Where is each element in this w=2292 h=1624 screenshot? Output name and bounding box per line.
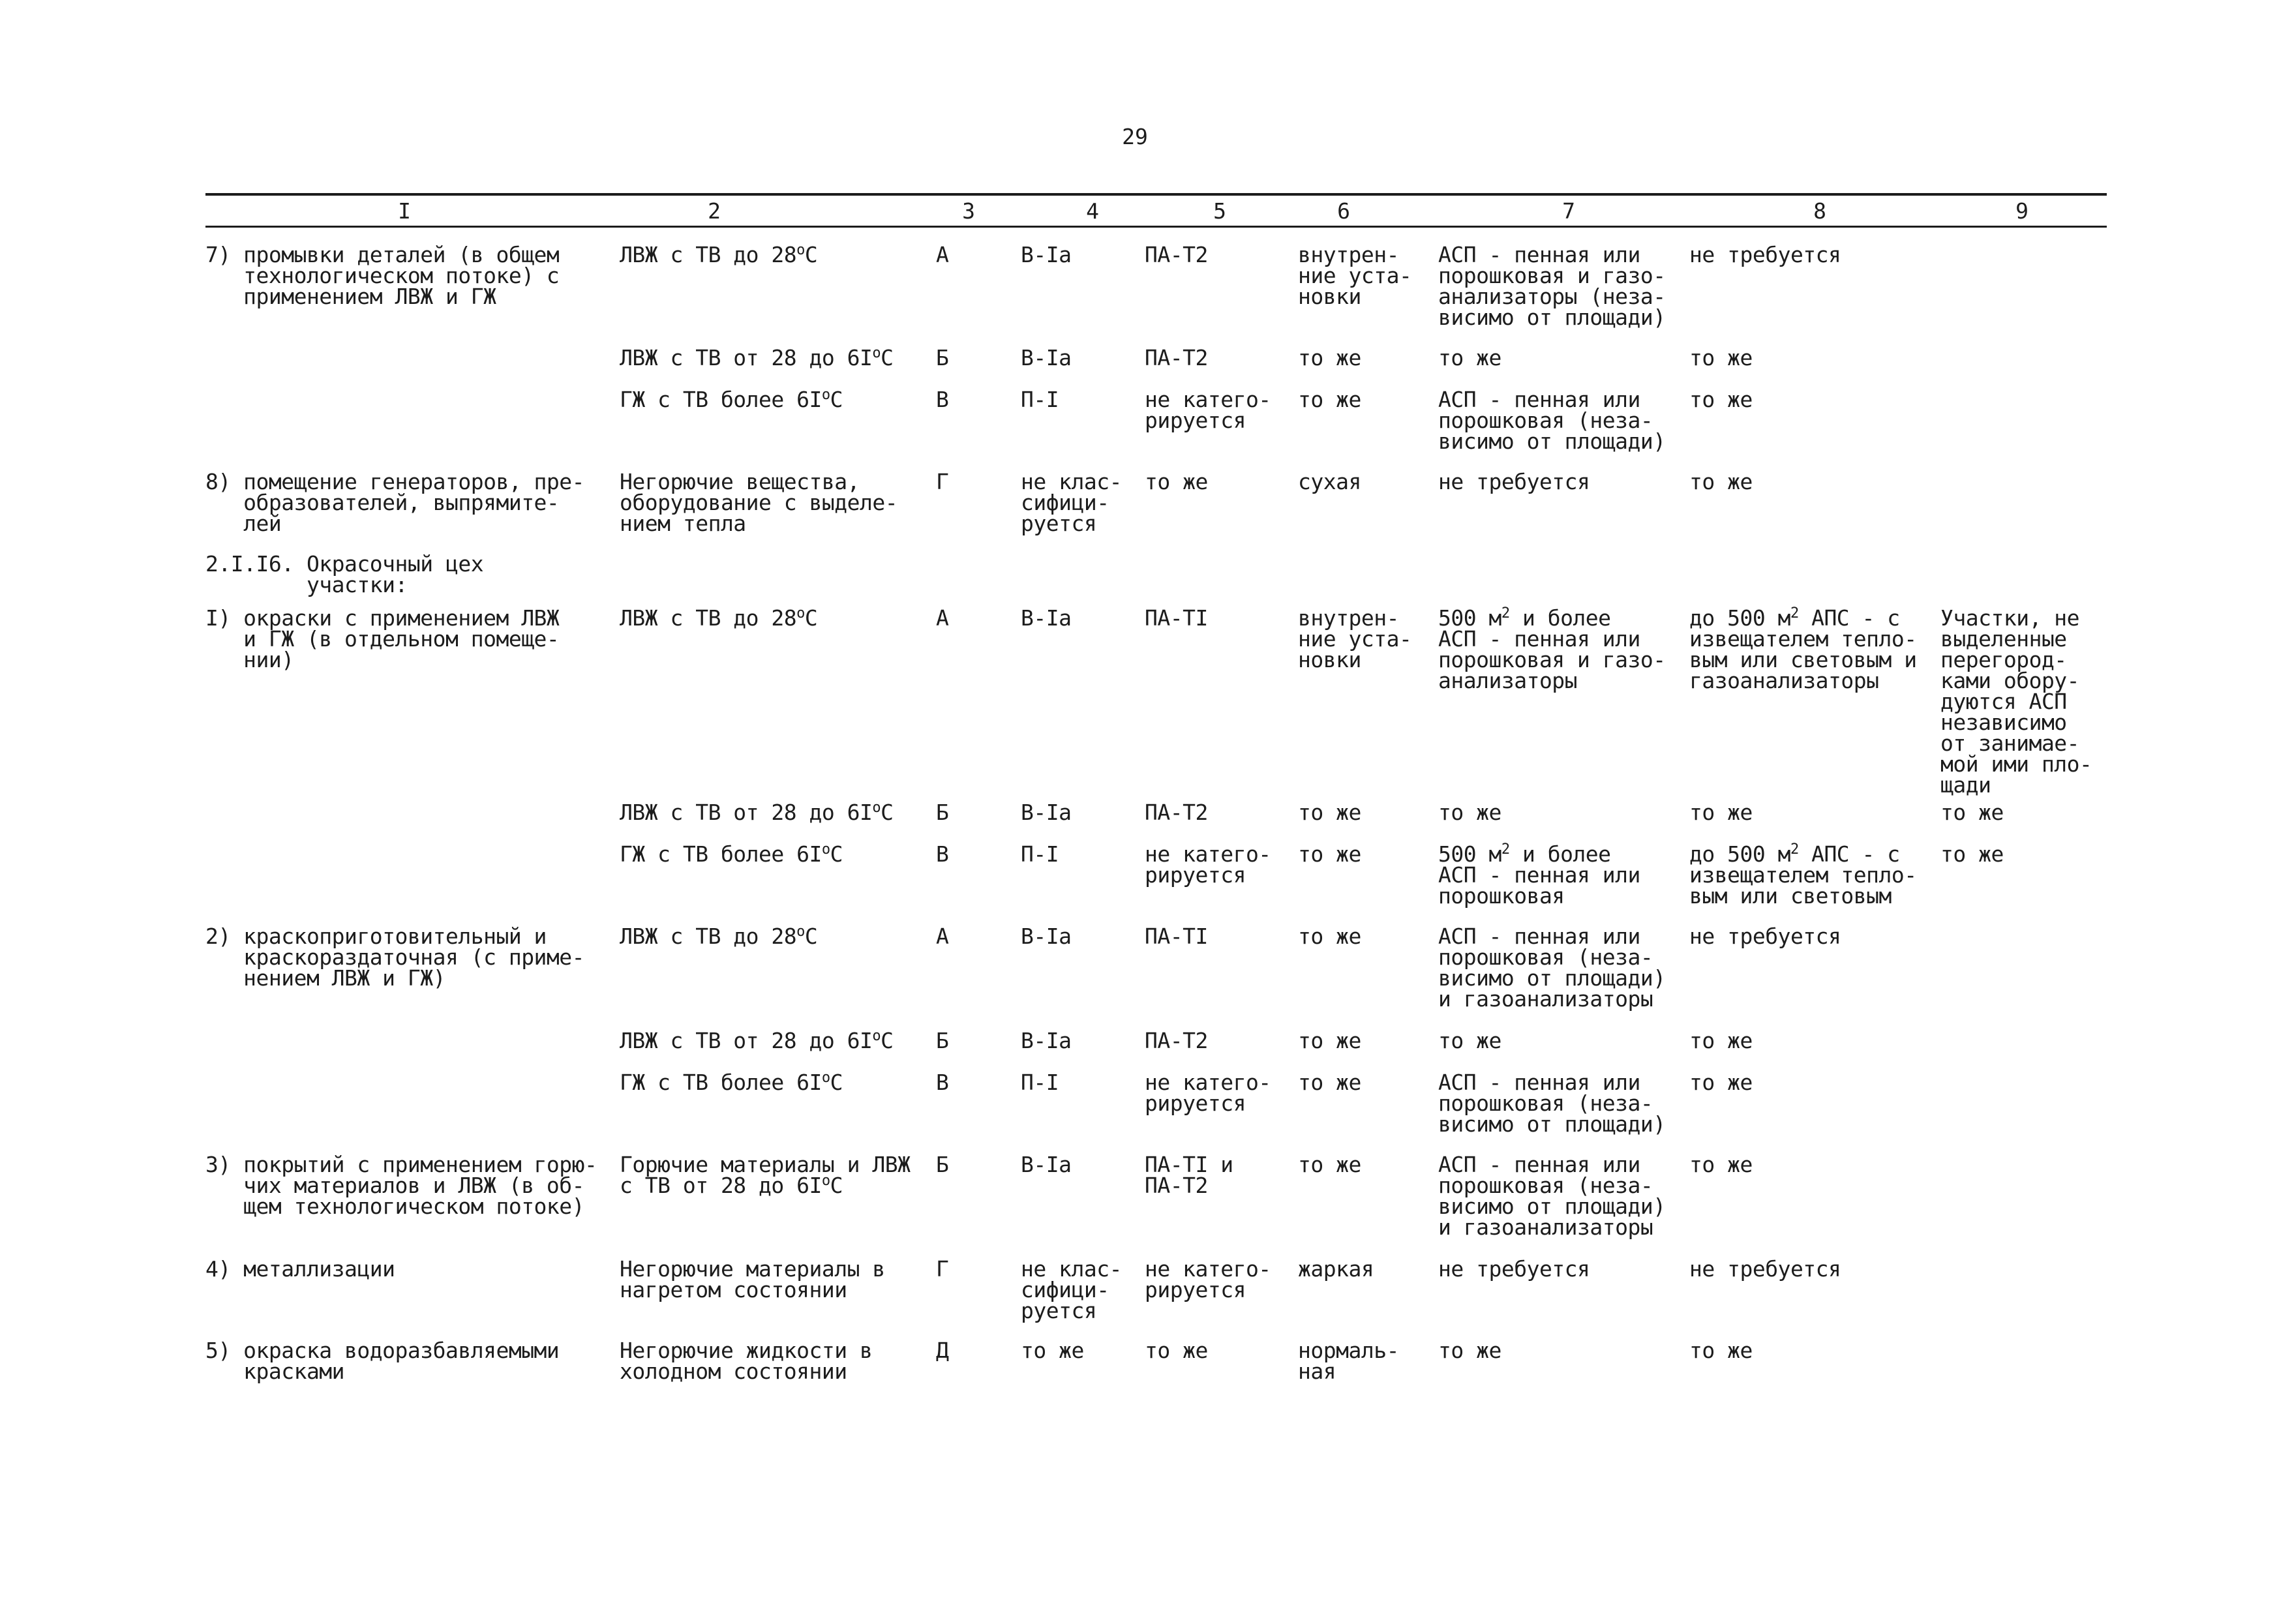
cell-line: дуются АСП bbox=[1940, 689, 2067, 714]
table-cell-col1 bbox=[205, 242, 610, 309]
cell-line: то же bbox=[1689, 1028, 1753, 1053]
cell-line: ГЖ с ТВ более $6I^oС$ bbox=[620, 1070, 843, 1095]
table-cell-col5 bbox=[1145, 1256, 1291, 1302]
table-cell-col2 bbox=[620, 469, 933, 536]
cell-line: АСП - пенная или bbox=[1438, 1152, 1640, 1177]
cell-line: и газоанализаторы bbox=[1438, 1214, 1653, 1240]
cell-line: то же bbox=[1298, 800, 1361, 825]
cell-line: то же bbox=[1940, 800, 2004, 825]
cell-line: участки: bbox=[205, 572, 408, 597]
cell-line: В-Iа bbox=[1021, 924, 1072, 949]
cell-line: нием тепла bbox=[620, 511, 746, 536]
cell-line: то же bbox=[1298, 387, 1361, 412]
table-cell-col5 bbox=[1145, 802, 1291, 823]
cell-line: ние уста- bbox=[1298, 626, 1412, 652]
table-top-rule bbox=[205, 193, 2107, 196]
cell-line: ПА-Т2 bbox=[1145, 800, 1208, 825]
cell-line: Негорючие материалы в bbox=[620, 1256, 885, 1282]
cell-line: 7) промывки деталей (в общем bbox=[205, 242, 560, 267]
cell-line: не требуется bbox=[1438, 1256, 1590, 1282]
table-cell-col6 bbox=[1298, 1340, 1435, 1382]
table-cell-col5 bbox=[1145, 605, 1291, 631]
cell-line: сифици- bbox=[1021, 490, 1109, 515]
cell-line: ПА-ТI bbox=[1145, 605, 1208, 631]
table-cell-col3 bbox=[936, 469, 1014, 494]
cell-line: В bbox=[936, 1070, 949, 1095]
cell-line: АСП - пенная или bbox=[1438, 862, 1640, 888]
table-cell-col8 bbox=[1689, 345, 1937, 370]
table-cell-col8 bbox=[1689, 605, 1937, 693]
table-cell-col1 bbox=[205, 1340, 610, 1382]
cell-line: газоанализаторы bbox=[1689, 668, 1879, 693]
table-cell-col2 bbox=[620, 242, 933, 267]
column-header: 7 bbox=[1562, 198, 1575, 224]
table-cell-col8 bbox=[1689, 802, 1937, 823]
table-cell-col7 bbox=[1438, 802, 1686, 823]
table-cell-col4 bbox=[1021, 1030, 1138, 1051]
cell-line: то же bbox=[1298, 841, 1361, 867]
table-cell-col7 bbox=[1438, 926, 1686, 1010]
cell-line: ПА-ТI bbox=[1145, 924, 1208, 949]
table-cell-col8 bbox=[1689, 1256, 1937, 1282]
table-cell-col4 bbox=[1021, 841, 1138, 867]
table-cell-col8 bbox=[1689, 389, 1937, 410]
table-cell-col3 bbox=[936, 841, 1014, 867]
table-cell-col2 bbox=[620, 926, 933, 947]
table-cell-col5 bbox=[1145, 841, 1291, 888]
cell-line: В-Iа bbox=[1021, 345, 1072, 370]
cell-line: выделенные bbox=[1940, 626, 2067, 652]
cell-line: Горючие материалы и ЛВЖ bbox=[620, 1152, 911, 1177]
table-cell-col3 bbox=[936, 802, 1014, 823]
cell-line: не требуется bbox=[1689, 242, 1841, 267]
cell-line: не катего- bbox=[1145, 387, 1271, 412]
cell-line: ками обору- bbox=[1940, 668, 2080, 693]
table-cell-col4 bbox=[1021, 1340, 1138, 1361]
cell-line: то же bbox=[1438, 1338, 1501, 1363]
cell-line: красками bbox=[205, 1359, 345, 1384]
cell-line: ГЖ с ТВ более $6I^oС$ bbox=[620, 841, 843, 867]
column-header: 4 bbox=[1086, 198, 1099, 224]
cell-line: ЛВЖ с ТВ от 28 до $6I^oС$ bbox=[620, 800, 894, 825]
cell-line: то же bbox=[1689, 800, 1753, 825]
table-cell-col6 bbox=[1298, 1256, 1435, 1282]
cell-line: вым или световым bbox=[1689, 883, 1892, 909]
column-header: 2 bbox=[708, 198, 721, 224]
cell-line: ЛВЖ с ТВ до 28$^o$С bbox=[620, 924, 818, 949]
cell-line: В-Iа bbox=[1021, 605, 1072, 631]
cell-line: то же bbox=[1021, 1338, 1084, 1363]
cell-line: ПА-Т2 bbox=[1145, 1173, 1208, 1198]
table-cell-col2 bbox=[620, 1072, 933, 1093]
table-cell-col8 bbox=[1689, 841, 1937, 909]
table-cell-col5 bbox=[1145, 1340, 1291, 1361]
cell-line: то же bbox=[1689, 1070, 1753, 1095]
table-cell-col4 bbox=[1021, 469, 1138, 536]
table-cell-col3 bbox=[936, 345, 1014, 370]
column-header: 8 bbox=[1813, 198, 1826, 224]
cell-line: извещателем тепло- bbox=[1689, 626, 1917, 652]
cell-line: ПА-ТI и bbox=[1145, 1152, 1233, 1177]
table-cell-col3 bbox=[936, 926, 1014, 947]
cell-line: 2.I.I6. Окрасочный цех bbox=[205, 551, 484, 577]
cell-line: 5) окраска водоразбавляемыми bbox=[205, 1338, 560, 1363]
table-cell-col2 bbox=[620, 1256, 933, 1302]
table-cell-col7 bbox=[1438, 389, 1686, 452]
cell-line: новки bbox=[1298, 284, 1361, 309]
cell-line: П-I bbox=[1021, 841, 1059, 867]
cell-line: АСП - пенная или bbox=[1438, 242, 1640, 267]
cell-line: порошковая и газо- bbox=[1438, 647, 1666, 672]
cell-line: ПА-Т2 bbox=[1145, 1028, 1208, 1053]
cell-line: нением ЛВЖ и ГЖ) bbox=[205, 965, 445, 991]
table-cell-col8 bbox=[1689, 1154, 1937, 1175]
cell-line: рируется bbox=[1145, 1090, 1246, 1116]
table-cell-col3 bbox=[936, 1154, 1014, 1175]
table-cell-col6 bbox=[1298, 605, 1435, 672]
cell-line: ЛВЖ с ТВ до 28$^o$С bbox=[620, 605, 818, 631]
table-cell-col9 bbox=[1940, 605, 2107, 798]
cell-line: АСП - пенная или bbox=[1438, 924, 1640, 949]
table-cell-col8 bbox=[1689, 242, 1937, 267]
cell-line: АСП - пенная или bbox=[1438, 626, 1640, 652]
cell-line: В bbox=[936, 841, 949, 867]
table-cell-col3 bbox=[936, 1030, 1014, 1051]
table-cell-col7 bbox=[1438, 1154, 1686, 1238]
cell-line: нии) bbox=[205, 647, 294, 672]
cell-line: новки bbox=[1298, 647, 1361, 672]
cell-line: руется bbox=[1021, 1298, 1097, 1323]
table-cell-col6 bbox=[1298, 802, 1435, 823]
cell-line: ЛВЖ с ТВ от 28 до $6I^oС$ bbox=[620, 1028, 894, 1053]
table-cell-col4 bbox=[1021, 1154, 1138, 1175]
cell-line: висимо от площади) bbox=[1438, 1194, 1666, 1219]
table-cell-col2 bbox=[620, 345, 933, 370]
cell-line: Б bbox=[936, 1152, 949, 1177]
cell-line: анализаторы bbox=[1438, 668, 1578, 693]
cell-line: нормаль- bbox=[1298, 1338, 1399, 1363]
cell-line: чих материалов и ЛВЖ (в об- bbox=[205, 1173, 585, 1198]
cell-line: то же bbox=[1940, 841, 2004, 867]
table-cell-col9 bbox=[1940, 841, 2107, 867]
cell-line: то же bbox=[1298, 1028, 1361, 1053]
cell-line: то же bbox=[1689, 345, 1753, 370]
cell-line: АСП - пенная или bbox=[1438, 387, 1640, 412]
table-cell-col6 bbox=[1298, 926, 1435, 947]
cell-line: порошковая (неза- bbox=[1438, 1173, 1653, 1198]
cell-line: висимо от площади) bbox=[1438, 429, 1666, 454]
cell-line: ПА-Т2 bbox=[1145, 345, 1208, 370]
cell-line: краскораздаточная (с приме- bbox=[205, 944, 585, 970]
cell-line: применением ЛВЖ и ГЖ bbox=[205, 284, 496, 309]
cell-line: технологическом потоке) с bbox=[205, 263, 560, 288]
cell-line: сифици- bbox=[1021, 1277, 1109, 1302]
table-cell-col1 bbox=[205, 1256, 610, 1282]
cell-line: щем технологическом потоке) bbox=[205, 1194, 585, 1219]
table-cell-col6 bbox=[1298, 1154, 1435, 1175]
page-number: 29 bbox=[1122, 124, 1148, 149]
table-cell-col7 bbox=[1438, 605, 1686, 693]
cell-line: мой ими пло- bbox=[1940, 751, 2092, 777]
cell-line: внутрен- bbox=[1298, 605, 1399, 631]
cell-line: не требуется bbox=[1689, 1256, 1841, 1282]
cell-line: В bbox=[936, 387, 949, 412]
cell-line: от занимае- bbox=[1940, 730, 2080, 756]
cell-line: 4) металлизации bbox=[205, 1256, 395, 1282]
table-cell-col3 bbox=[936, 389, 1014, 410]
cell-line: I) окраски с применением ЛВЖ bbox=[205, 605, 560, 631]
cell-line: щади bbox=[1940, 772, 1991, 798]
cell-line: 8) помещение генераторов, пре- bbox=[205, 469, 585, 494]
cell-line: рируется bbox=[1145, 862, 1246, 888]
cell-line: ЛВЖ с ТВ от 28 до $6I^oС$ bbox=[620, 345, 894, 370]
table-cell-col6 bbox=[1298, 389, 1435, 410]
cell-line: лей bbox=[205, 511, 282, 536]
table-cell-col2 bbox=[620, 1154, 933, 1196]
table-cell-col5 bbox=[1145, 469, 1291, 494]
cell-line: порошковая (неза- bbox=[1438, 1090, 1653, 1116]
cell-line: то же bbox=[1298, 924, 1361, 949]
cell-line: ние уста- bbox=[1298, 263, 1412, 288]
cell-line: внутрен- bbox=[1298, 242, 1399, 267]
table-cell-col7 bbox=[1438, 1030, 1686, 1051]
cell-line: то же bbox=[1145, 469, 1208, 494]
cell-line: ГЖ с ТВ более $6I^oС$ bbox=[620, 387, 843, 412]
cell-line: П-I bbox=[1021, 387, 1059, 412]
cell-line: Г bbox=[936, 469, 949, 494]
cell-line: В-Iа bbox=[1021, 800, 1072, 825]
table-cell-col1 bbox=[205, 926, 610, 989]
table-cell-col4 bbox=[1021, 345, 1138, 370]
cell-line: висимо от площади) bbox=[1438, 1111, 1666, 1137]
cell-line: не катего- bbox=[1145, 1256, 1271, 1282]
cell-line: Негорючие вещества, bbox=[620, 469, 860, 494]
table-cell-col1 bbox=[205, 551, 610, 597]
cell-line: Б bbox=[936, 345, 949, 370]
cell-line: 2) краскоприготовительный и bbox=[205, 924, 547, 949]
table-cell-col4 bbox=[1021, 1256, 1138, 1323]
table-cell-col8 bbox=[1689, 926, 1937, 947]
cell-line: вым или световым и bbox=[1689, 647, 1917, 672]
cell-line: руется bbox=[1021, 511, 1097, 536]
cell-line: сухая bbox=[1298, 469, 1361, 494]
cell-line: порошковая (неза- bbox=[1438, 944, 1653, 970]
cell-line: висимо от площади) bbox=[1438, 305, 1666, 330]
cell-line: А bbox=[936, 924, 949, 949]
cell-line: извещателем тепло- bbox=[1689, 862, 1917, 888]
table-cell-col7 bbox=[1438, 1256, 1686, 1282]
cell-line: рируется bbox=[1145, 408, 1246, 433]
cell-line: ная bbox=[1298, 1359, 1336, 1384]
cell-line: независимо bbox=[1940, 710, 2067, 735]
cell-line: порошковая bbox=[1438, 883, 1565, 909]
cell-line: до 500 $м^2$ АПС - с bbox=[1689, 841, 1900, 867]
cell-line: П-I bbox=[1021, 1070, 1059, 1095]
cell-line: оборудование с выделе- bbox=[620, 490, 898, 515]
table-cell-col6 bbox=[1298, 1030, 1435, 1051]
cell-line: В-Iа bbox=[1021, 242, 1072, 267]
table-cell-col7 bbox=[1438, 242, 1686, 330]
column-header: 3 bbox=[962, 198, 975, 224]
cell-line: то же bbox=[1689, 469, 1753, 494]
table-cell-col3 bbox=[936, 1340, 1014, 1361]
column-header: 6 bbox=[1337, 198, 1350, 224]
table-cell-col4 bbox=[1021, 605, 1138, 631]
table-cell-col5 bbox=[1145, 345, 1291, 370]
cell-line: то же bbox=[1689, 1152, 1753, 1177]
cell-line: то же bbox=[1145, 1338, 1208, 1363]
cell-line: 500 $м^2$ и более bbox=[1438, 605, 1611, 631]
cell-line: А bbox=[936, 605, 949, 631]
table-cell-col5 bbox=[1145, 926, 1291, 947]
table-cell-col7 bbox=[1438, 469, 1686, 494]
cell-line: и ГЖ (в отдельном помеще- bbox=[205, 626, 560, 652]
table-cell-col9 bbox=[1940, 802, 2107, 823]
cell-line: с ТВ от 28 до $6I^oС$ bbox=[620, 1173, 843, 1198]
table-cell-col5 bbox=[1145, 1030, 1291, 1051]
table-cell-col7 bbox=[1438, 1340, 1686, 1361]
table-cell-col6 bbox=[1298, 1072, 1435, 1093]
table-cell-col2 bbox=[620, 841, 933, 867]
table-cell-col4 bbox=[1021, 1072, 1138, 1093]
cell-line: порошковая (неза- bbox=[1438, 408, 1653, 433]
cell-line: В-Iа bbox=[1021, 1028, 1072, 1053]
table-cell-col5 bbox=[1145, 1154, 1291, 1196]
table-cell-col7 bbox=[1438, 841, 1686, 909]
table-cell-col1 bbox=[205, 1154, 610, 1217]
cell-line: то же bbox=[1438, 800, 1501, 825]
table-cell-col5 bbox=[1145, 1072, 1291, 1114]
cell-line: не катего- bbox=[1145, 841, 1271, 867]
cell-line: не требуется bbox=[1689, 924, 1841, 949]
table-cell-col3 bbox=[936, 1072, 1014, 1093]
table-cell-col8 bbox=[1689, 1340, 1937, 1361]
cell-line: то же bbox=[1438, 1028, 1501, 1053]
table-header-rule bbox=[205, 226, 2107, 228]
table-cell-col2 bbox=[620, 389, 933, 410]
table-cell-col1 bbox=[205, 469, 610, 536]
table-cell-col3 bbox=[936, 242, 1014, 267]
column-header: I bbox=[398, 198, 411, 224]
cell-line: жаркая bbox=[1298, 1256, 1374, 1282]
cell-line: В-Iа bbox=[1021, 1152, 1072, 1177]
table-cell-col6 bbox=[1298, 841, 1435, 867]
table-cell-col3 bbox=[936, 1256, 1014, 1282]
cell-line: Б bbox=[936, 1028, 949, 1053]
table-cell-col4 bbox=[1021, 242, 1138, 267]
cell-line: Г bbox=[936, 1256, 949, 1282]
cell-line: 500 $м^2$ и более bbox=[1438, 841, 1611, 867]
column-header: 5 bbox=[1213, 198, 1226, 224]
table-cell-col6 bbox=[1298, 469, 1435, 494]
table-cell-col4 bbox=[1021, 802, 1138, 823]
cell-line: Д bbox=[936, 1338, 949, 1363]
table-cell-col1 bbox=[205, 605, 610, 672]
table-cell-col8 bbox=[1689, 469, 1937, 494]
table-cell-col8 bbox=[1689, 1030, 1937, 1051]
column-header: 9 bbox=[2015, 198, 2028, 224]
cell-line: не катего- bbox=[1145, 1070, 1271, 1095]
cell-line: нагретом состоянии bbox=[620, 1277, 847, 1302]
table-cell-col6 bbox=[1298, 345, 1435, 370]
cell-line: то же bbox=[1298, 1152, 1361, 1177]
cell-line: висимо от площади) bbox=[1438, 965, 1666, 991]
table-cell-col6 bbox=[1298, 242, 1435, 309]
table-cell-col7 bbox=[1438, 1072, 1686, 1135]
table-cell-col2 bbox=[620, 1340, 933, 1382]
cell-line: образователей, выпрямите- bbox=[205, 490, 560, 515]
cell-line: Участки, не bbox=[1940, 605, 2080, 631]
cell-line: до 500 $м^2$ АПС - с bbox=[1689, 605, 1900, 631]
table-cell-col4 bbox=[1021, 926, 1138, 947]
cell-line: не клас- bbox=[1021, 469, 1122, 494]
cell-line: 3) покрытий с применением горю- bbox=[205, 1152, 597, 1177]
cell-line: ЛВЖ с ТВ до 28$^o$С bbox=[620, 242, 818, 267]
cell-line: анализаторы (неза- bbox=[1438, 284, 1666, 309]
cell-line: то же bbox=[1689, 387, 1753, 412]
cell-line: не клас- bbox=[1021, 1256, 1122, 1282]
table-cell-col2 bbox=[620, 605, 933, 631]
cell-line: то же bbox=[1298, 345, 1361, 370]
table-cell-col2 bbox=[620, 802, 933, 823]
table-cell-col8 bbox=[1689, 1072, 1937, 1093]
cell-line: Б bbox=[936, 800, 949, 825]
cell-line: АСП - пенная или bbox=[1438, 1070, 1640, 1095]
cell-line: и газоанализаторы bbox=[1438, 986, 1653, 1012]
table-cell-col2 bbox=[620, 1030, 933, 1051]
cell-line: то же bbox=[1438, 345, 1501, 370]
table-cell-col5 bbox=[1145, 242, 1291, 267]
cell-line: то же bbox=[1298, 1070, 1361, 1095]
table-cell-col4 bbox=[1021, 389, 1138, 410]
table-cell-col5 bbox=[1145, 389, 1291, 431]
table-cell-col7 bbox=[1438, 345, 1686, 370]
cell-line: А bbox=[936, 242, 949, 267]
cell-line: ПА-Т2 bbox=[1145, 242, 1208, 267]
cell-line: не требуется bbox=[1438, 469, 1590, 494]
cell-line: холодном состоянии bbox=[620, 1359, 847, 1384]
table-cell-col3 bbox=[936, 605, 1014, 631]
cell-line: перегород- bbox=[1940, 647, 2067, 672]
cell-line: то же bbox=[1689, 1338, 1753, 1363]
cell-line: Негорючие жидкости в bbox=[620, 1338, 873, 1363]
cell-line: рируется bbox=[1145, 1277, 1246, 1302]
cell-line: порошковая и газо- bbox=[1438, 263, 1666, 288]
